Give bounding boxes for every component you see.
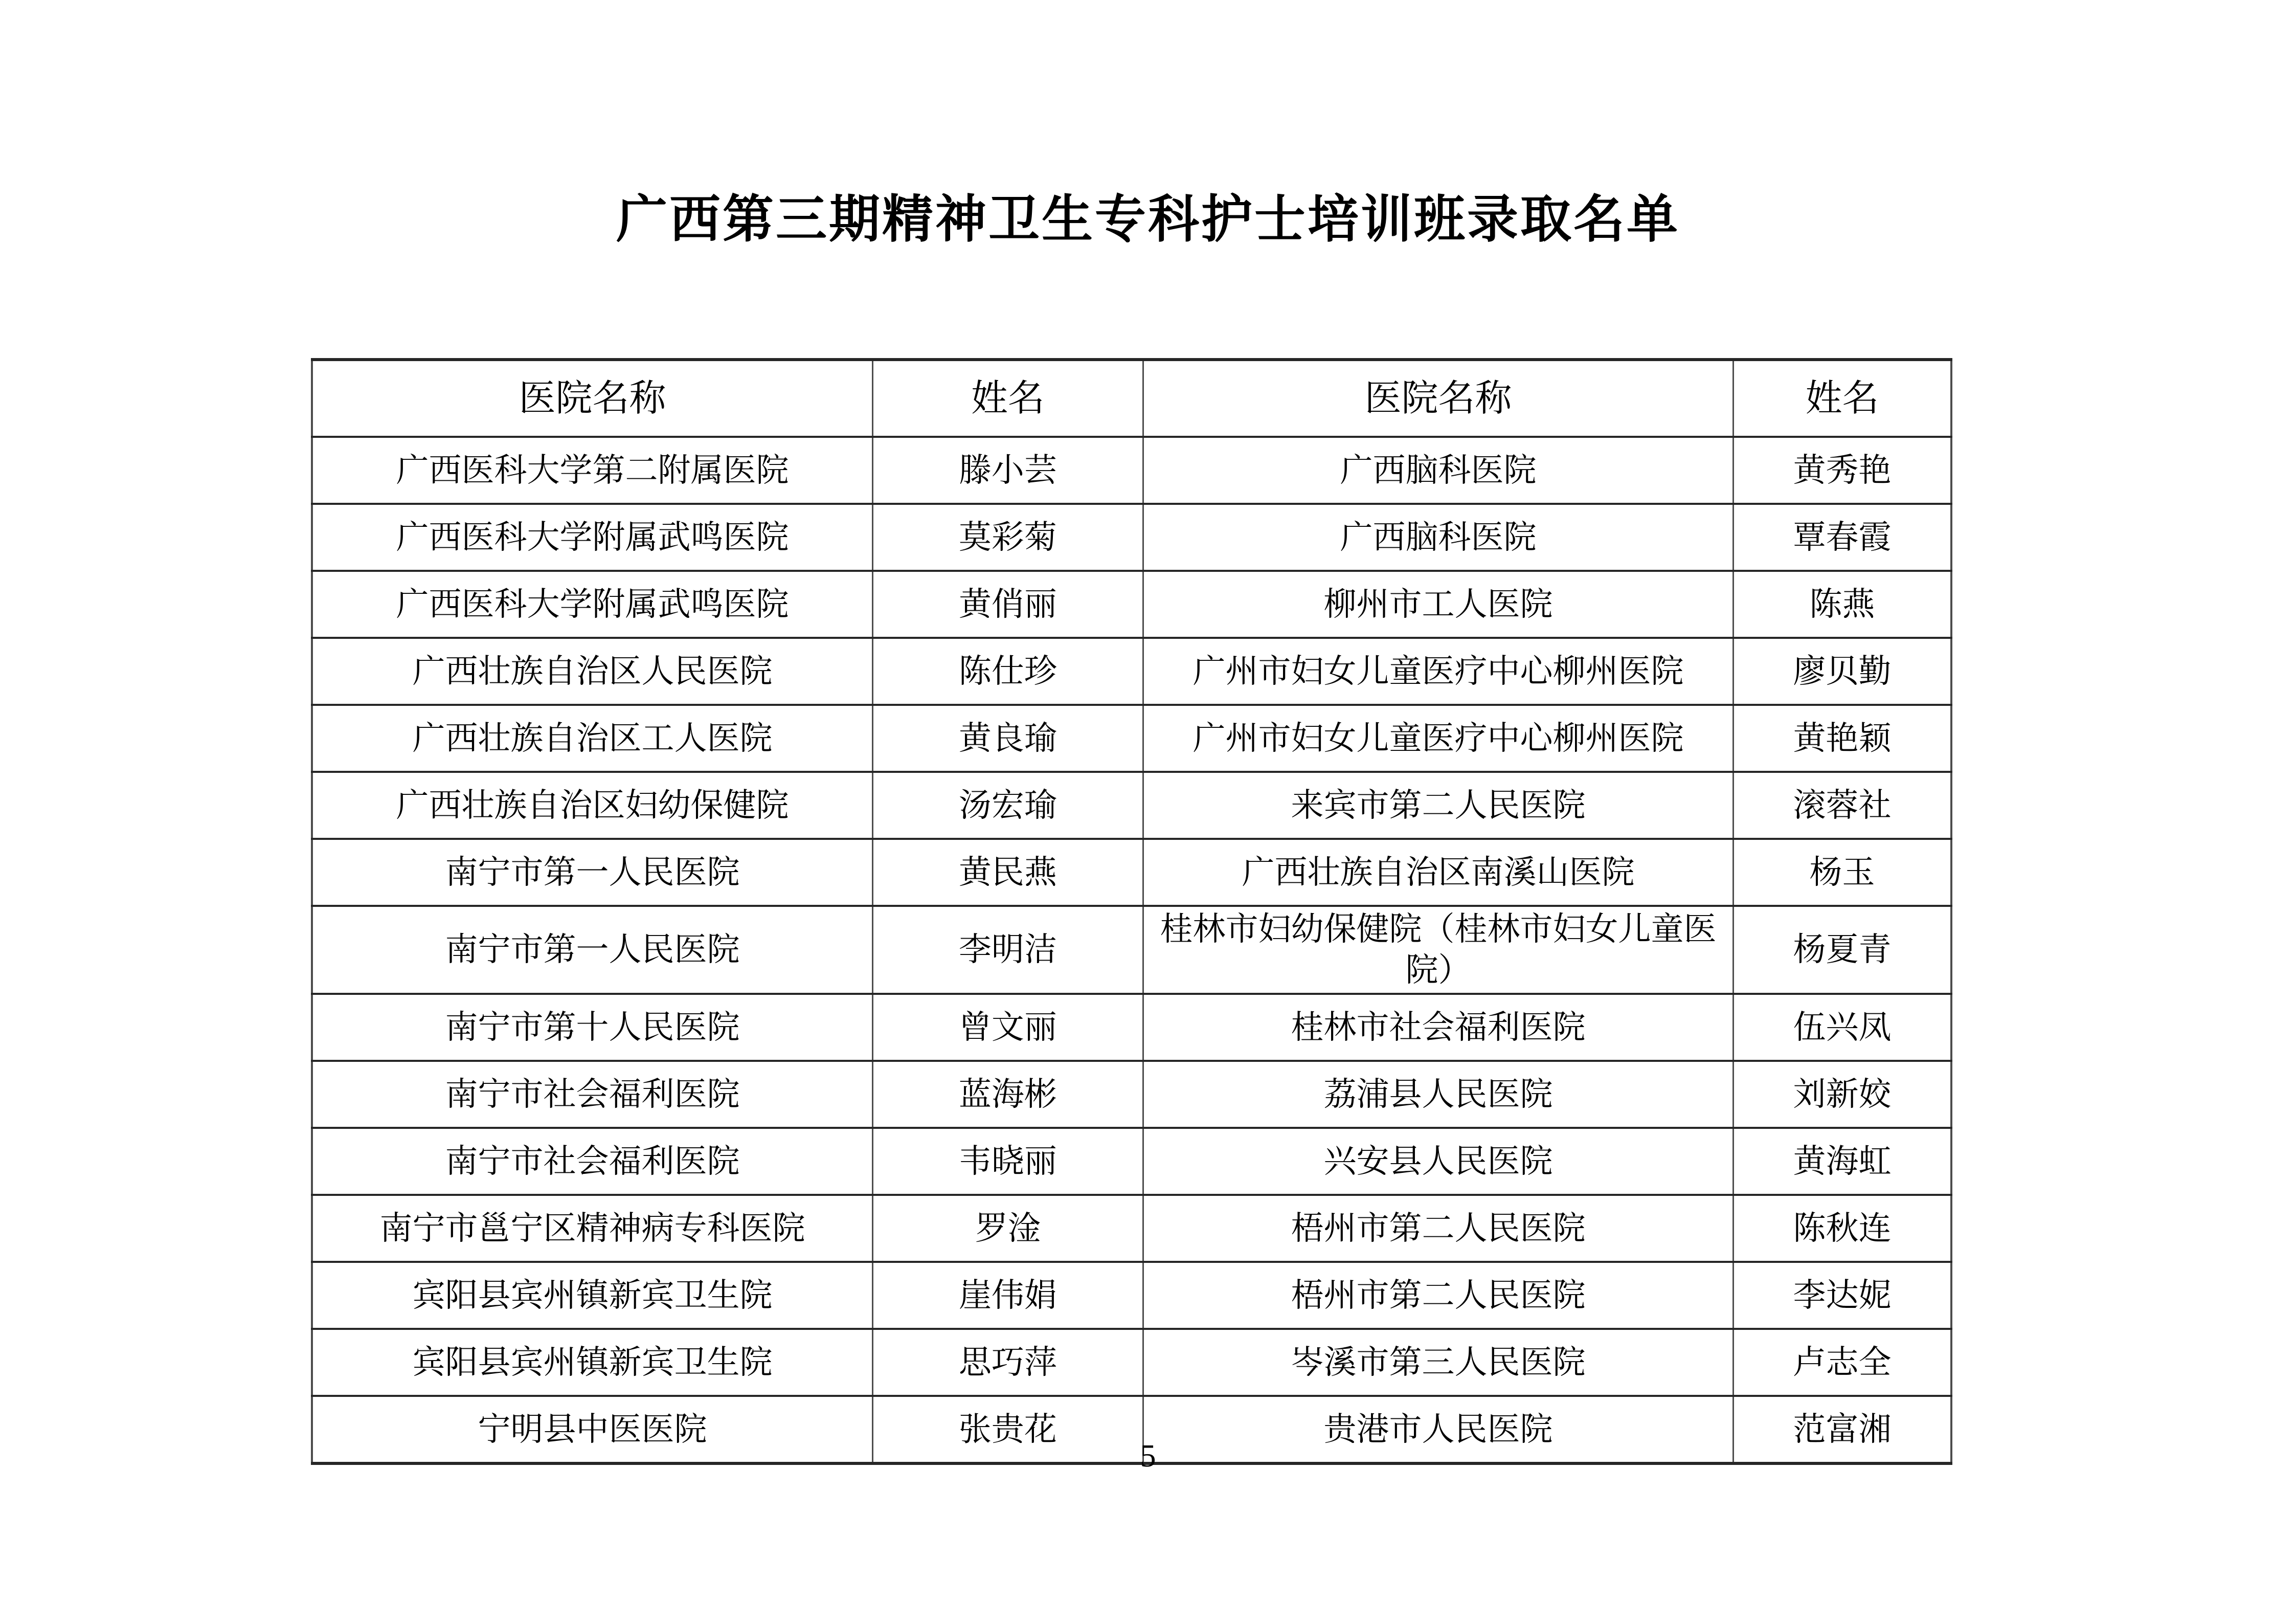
table-row	[312, 638, 1951, 705]
hospital-cell: 南宁市第一人民医院	[312, 839, 872, 906]
name-cell: 黄海虹	[1734, 1128, 1951, 1195]
hospital-cell: 广西脑科医院	[1143, 437, 1733, 504]
name-cell: 黄秀艳	[1734, 437, 1951, 504]
table-row	[312, 437, 1951, 504]
table-row	[312, 571, 1951, 638]
hospital-cell: 宁明县中医医院	[312, 1396, 872, 1463]
table-row	[312, 1128, 1951, 1195]
name-cell: 刘新姣	[1734, 1061, 1951, 1128]
hospital-cell: 广西壮族自治区南溪山医院	[1143, 839, 1733, 906]
name-cell: 罗淦	[872, 1195, 1143, 1262]
table-body	[312, 437, 1951, 1463]
hospital-cell: 广西壮族自治区人民医院	[312, 638, 872, 705]
name-cell: 莫彩菊	[872, 504, 1143, 571]
table-row	[312, 504, 1951, 571]
hospital-cell: 南宁市第一人民医院	[312, 906, 872, 994]
table-row	[312, 994, 1951, 1061]
hospital-cell: 梧州市第二人民医院	[1143, 1262, 1733, 1329]
name-cell: 汤宏瑜	[872, 772, 1143, 839]
table-row	[312, 906, 1951, 994]
hospital-cell: 南宁市社会福利医院	[312, 1128, 872, 1195]
hospital-cell: 宾阳县宾州镇新宾卫生院	[312, 1262, 872, 1329]
admission-roster-table	[311, 358, 1952, 1465]
name-cell: 滚蓉社	[1734, 772, 1951, 839]
name-cell: 蓝海彬	[872, 1061, 1143, 1128]
name-cell: 李明洁	[872, 906, 1143, 994]
hospital-cell: 广西医科大学附属武鸣医院	[312, 504, 872, 571]
name-cell: 杨玉	[1734, 839, 1951, 906]
table-header-row	[312, 360, 1951, 437]
name-cell: 陈秋连	[1734, 1195, 1951, 1262]
table-row	[312, 1061, 1951, 1128]
hospital-cell: 广西壮族自治区工人医院	[312, 705, 872, 772]
hospital-cell: 南宁市第十人民医院	[312, 994, 872, 1061]
name-cell: 思巧萍	[872, 1329, 1143, 1396]
hospital-cell: 来宾市第二人民医院	[1143, 772, 1733, 839]
name-cell: 覃春霞	[1734, 504, 1951, 571]
hospital-cell: 荔浦县人民医院	[1143, 1061, 1733, 1128]
name-cell: 卢志全	[1734, 1329, 1951, 1396]
hospital-cell: 广西医科大学第二附属医院	[312, 437, 872, 504]
hospital-cell: 桂林市妇幼保健院（桂林市妇女儿童医院）	[1143, 906, 1733, 994]
table-row	[312, 772, 1951, 839]
hospital-cell: 岑溪市第三人民医院	[1143, 1329, 1733, 1396]
hospital-cell: 梧州市第二人民医院	[1143, 1195, 1733, 1262]
hospital-cell: 广州市妇女儿童医疗中心柳州医院	[1143, 638, 1733, 705]
name-cell: 李达妮	[1734, 1262, 1951, 1329]
name-cell: 范富湘	[1734, 1396, 1951, 1463]
table-row	[312, 839, 1951, 906]
hospital-cell: 广西壮族自治区妇幼保健院	[312, 772, 872, 839]
hospital-cell: 广西医科大学附属武鸣医院	[312, 571, 872, 638]
hospital-cell: 兴安县人民医院	[1143, 1128, 1733, 1195]
hospital-cell: 贵港市人民医院	[1143, 1396, 1733, 1463]
table-row	[312, 705, 1951, 772]
hospital-cell: 南宁市邕宁区精神病专科医院	[312, 1195, 872, 1262]
name-cell: 韦晓丽	[872, 1128, 1143, 1195]
name-cell: 黄艳颖	[1734, 705, 1951, 772]
table-row	[312, 1195, 1951, 1262]
hospital-cell: 宾阳县宾州镇新宾卫生院	[312, 1329, 872, 1396]
name-cell: 张贵花	[872, 1396, 1143, 1463]
name-cell: 黄民燕	[872, 839, 1143, 906]
name-cell: 黄俏丽	[872, 571, 1143, 638]
hospital-cell: 桂林市社会福利医院	[1143, 994, 1733, 1061]
header-hospital-right: 医院名称	[1143, 360, 1733, 437]
table-row	[312, 1262, 1951, 1329]
name-cell: 滕小芸	[872, 437, 1143, 504]
name-cell: 陈仕珍	[872, 638, 1143, 705]
name-cell: 杨夏青	[1734, 906, 1951, 994]
name-cell: 伍兴凤	[1734, 994, 1951, 1061]
hospital-cell: 广西脑科医院	[1143, 504, 1733, 571]
hospital-cell: 柳州市工人医院	[1143, 571, 1733, 638]
page-title: 广西第三期精神卫生专科护士培训班录取名单	[616, 191, 1680, 248]
header-name-left: 姓名	[872, 360, 1143, 437]
hospital-cell: 南宁市社会福利医院	[312, 1061, 872, 1128]
hospital-cell: 广州市妇女儿童医疗中心柳州医院	[1143, 705, 1733, 772]
name-cell: 曾文丽	[872, 994, 1143, 1061]
name-cell: 陈燕	[1734, 571, 1951, 638]
header-hospital-left: 医院名称	[312, 360, 872, 437]
header-name-right: 姓名	[1734, 360, 1951, 437]
name-cell: 黄良瑜	[872, 705, 1143, 772]
name-cell: 廖贝勤	[1734, 638, 1951, 705]
page-number: 5	[1140, 1439, 1156, 1474]
table-row	[312, 1329, 1951, 1396]
name-cell: 崖伟娟	[872, 1262, 1143, 1329]
